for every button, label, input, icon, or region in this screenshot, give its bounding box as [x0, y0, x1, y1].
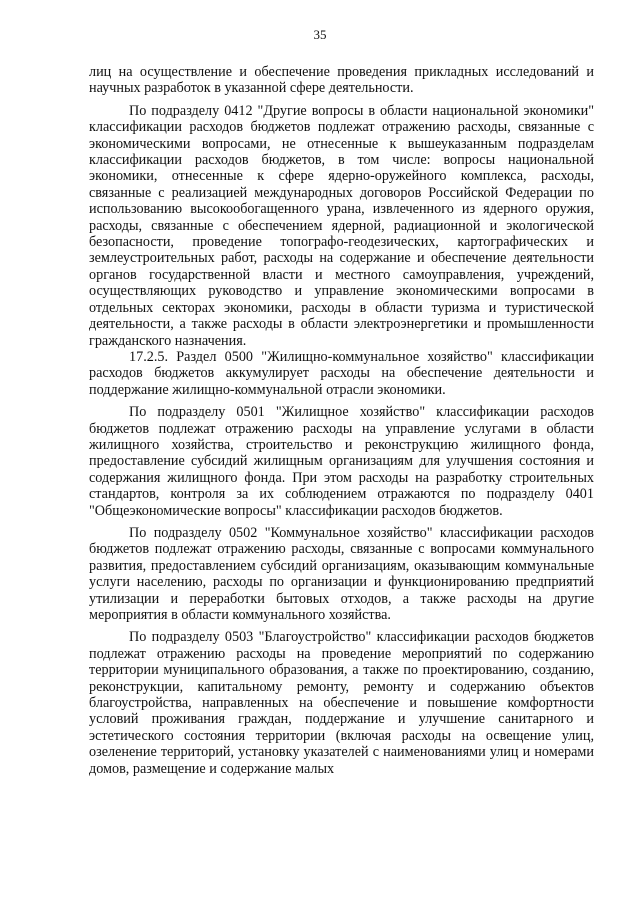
- paragraph-section-0500: 17.2.5. Раздел 0500 "Жилищно-коммунальное хозяйство" классификации расходов бюджетов аккумулирует расходы на обеспечение деятельности и поддержание жилищно-коммунальной отрасли экономики.: [89, 348, 594, 398]
- paragraph-subsection-0502: По подразделу 0502 "Коммунальное хозяйство" классификации расходов бюджетов подлежат отражению расходы, связанные с вопросами коммунального развития, предоставлением субсидий организациям, оказывающим коммунальные услуги населению, расходы по организации и функционированию предприятий утилизации и переработки бытовых отходов, а также расходы на другие мероприятия в области коммунального хозяйства.: [89, 524, 594, 623]
- paragraph-continuation: лиц на осуществление и обеспечение проведения прикладных исследований и научных разработок в указанной сфере деятельности.: [89, 64, 594, 97]
- page-number: 35: [313, 27, 327, 42]
- document-body: [89, 64, 594, 777]
- paragraph-subsection-0501: По подразделу 0501 "Жилищное хозяйство" классификации расходов бюджетов подлежат отражению расходы на управление услугами в области жилищного хозяйства, строительство и реконструкцию жилищного фонда, предоставление субсидий жилищным организациям для улучшения состояния и содержания жилищного фонда. При этом расходы на разработку строительных стандартов, контроля за их соблюдением отражаются по подразделу 0401 "Общеэкономические вопросы" классификации расходов бюджетов.: [89, 404, 594, 519]
- paragraph-subsection-0503: По подразделу 0503 "Благоустройство" классификации расходов бюджетов подлежат отражению расходы на проведение мероприятий по содержанию территории муниципального образования, а также по проектированию, созданию, реконструкции, капитальному ремонту, ремонту и содержанию объектов благоустройства, направленных на обеспечение и повышение комфортности условий проживания граждан, поддержание и улучшение санитарного и эстетического состояния территории (включая расходы на освещение улиц, озеленение территорий, установку указателей с наименованиями улиц и номерами домов, размещение и содержание малых: [89, 629, 594, 777]
- paragraph-subsection-0412: По подразделу 0412 "Другие вопросы в области национальной экономики" классификации расходов бюджетов подлежат отражению расходы, связанные с экономическими вопросами, не отнесенные к вышеуказанным подразделам классификации расходов бюджетов, в том числе: вопросы национальной экономики, отнесенные к сфере ядерно-оружейного комплекса, расходы, связанные с реализацией международных договоров Российской Федерации по использованию высокообогащенного урана, извлеченного из ядерного оружия, расходы, связанные с обеспечением ядерной, радиационной и экологической безопасности, проведение топографо-геодезических, картографических и землеустроительных работ, расходы на содержание и обеспечение деятельности органов государственной власти и местного самоуправления, учреждений, осуществляющих руководство и управление экономическими вопросами в отдельных секторах экономики, расходы в области туризма и туристической деятельности, а также расходы в области электроэнергетики и промышленности гражданского назначения.: [89, 102, 594, 349]
